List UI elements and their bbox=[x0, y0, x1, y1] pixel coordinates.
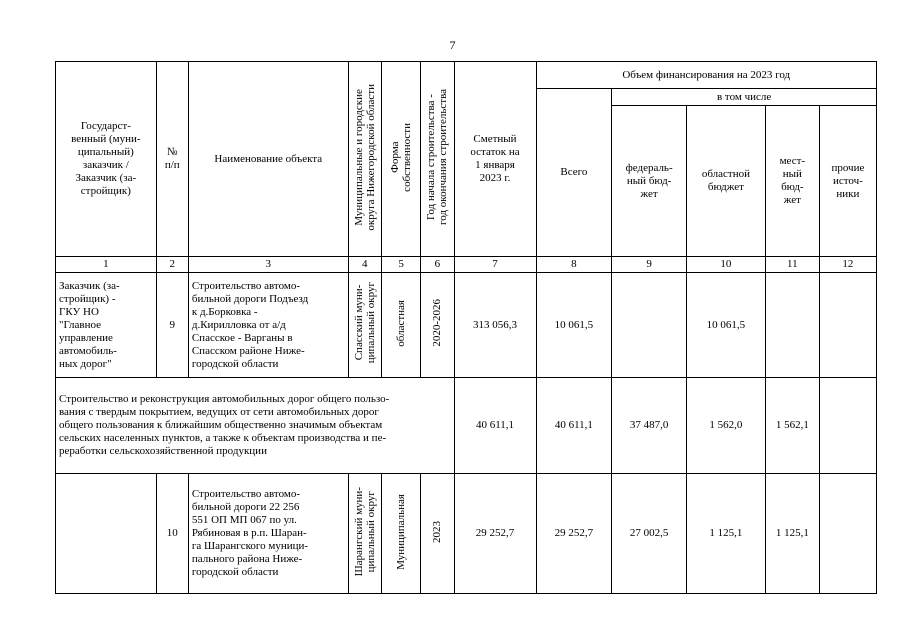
object-name-cell: Строительство автомо- бильной дороги 22 256 551 ОП МП 067 по ул. Рябиновая в р.п. Шаран- га Шарангского муници- пального района Ниже- городской области bbox=[188, 474, 348, 594]
column-number: 10 bbox=[686, 257, 765, 273]
total-cell: 40 611,1 bbox=[536, 378, 612, 474]
header-local: мест- ный бюд- жет bbox=[765, 106, 819, 257]
header-customer: Государст- венный (муни- ципальный) заказчик / Заказчик (за- стройщик) bbox=[56, 62, 157, 257]
estimate-cell: 29 252,7 bbox=[454, 474, 536, 594]
federal-cell: 27 002,5 bbox=[612, 474, 687, 594]
header-regional: областной бюджет bbox=[686, 106, 765, 257]
years-text: 2023 bbox=[431, 520, 444, 543]
header-number: № п/п bbox=[156, 62, 188, 257]
other-cell bbox=[819, 474, 876, 594]
federal-cell bbox=[612, 273, 687, 378]
regional-cell: 10 061,5 bbox=[686, 273, 765, 378]
header-estimate: Сметный остаток на 1 января 2023 г. bbox=[454, 62, 536, 257]
years-text: 2020-2026 bbox=[431, 299, 444, 347]
ownership-cell bbox=[381, 273, 420, 378]
header-ownership bbox=[381, 62, 420, 257]
regional-cell: 1 562,0 bbox=[686, 378, 765, 474]
column-number: 5 bbox=[381, 257, 420, 273]
municipality-text: Шарангский муни- ципальный округ bbox=[352, 486, 377, 577]
column-number: 1 bbox=[56, 257, 157, 273]
header-federal: федераль- ный бюд- жет bbox=[612, 106, 687, 257]
funding-table bbox=[55, 61, 877, 594]
total-cell: 29 252,7 bbox=[536, 474, 612, 594]
header-municipality bbox=[348, 62, 381, 257]
header-years bbox=[421, 62, 454, 257]
column-number: 6 bbox=[421, 257, 454, 273]
column-number: 7 bbox=[454, 257, 536, 273]
column-number: 11 bbox=[765, 257, 819, 273]
municipality-text: Спасский муни- ципальный округ bbox=[352, 282, 377, 364]
row-number-cell: 9 bbox=[156, 273, 188, 378]
municipality-cell bbox=[348, 273, 381, 378]
column-numbers-row bbox=[56, 257, 877, 273]
page-number: 7 bbox=[449, 38, 456, 52]
local-cell bbox=[765, 273, 819, 378]
column-number: 3 bbox=[188, 257, 348, 273]
local-cell: 1 562,1 bbox=[765, 378, 819, 474]
years-cell bbox=[421, 273, 454, 378]
header-ownership-text: Форма собственности bbox=[389, 122, 414, 192]
header-years-text: Год начала строительства - год окончания строительства bbox=[425, 89, 450, 225]
federal-cell: 37 487,0 bbox=[612, 378, 687, 474]
ownership-text: Муниципальная bbox=[395, 493, 408, 570]
header-object-name: Наименование объекта bbox=[188, 62, 348, 257]
column-number: 12 bbox=[819, 257, 876, 273]
header-municipality-text: Муниципальные и городские округа Нижегородской области bbox=[352, 83, 377, 231]
estimate-cell: 40 611,1 bbox=[454, 378, 536, 474]
municipality-cell bbox=[348, 474, 381, 594]
section-row bbox=[56, 378, 877, 474]
column-number: 2 bbox=[156, 257, 188, 273]
header-including: в том числе bbox=[612, 89, 877, 106]
other-cell bbox=[819, 273, 876, 378]
column-number: 4 bbox=[348, 257, 381, 273]
customer-cell: Заказчик (за- стройщик) - ГКУ НО "Главное управление автомобиль- ных дорог" bbox=[56, 273, 157, 378]
header-other: прочие источ- ники bbox=[819, 106, 876, 257]
total-cell: 10 061,5 bbox=[536, 273, 612, 378]
years-cell bbox=[421, 474, 454, 594]
other-cell bbox=[819, 378, 876, 474]
column-number: 8 bbox=[536, 257, 612, 273]
section-title-cell: Строительство и реконструкция автомобильных дорог общего пользо- вания с твердым покрытием, ведущих от сети автомобильных дорог общего пользования к ближайшим общественно значимым объектам сельских населенных пунктов, а также к объектам производства и пе- реработки сельскохозяйственной продукции bbox=[56, 378, 455, 474]
regional-cell: 1 125,1 bbox=[686, 474, 765, 594]
estimate-cell: 313 056,3 bbox=[454, 273, 536, 378]
ownership-text: областная bbox=[395, 299, 408, 347]
local-cell: 1 125,1 bbox=[765, 474, 819, 594]
ownership-cell bbox=[381, 474, 420, 594]
customer-cell bbox=[56, 474, 157, 594]
table-row bbox=[56, 273, 877, 378]
row-number-cell: 10 bbox=[156, 474, 188, 594]
column-number: 9 bbox=[612, 257, 687, 273]
header-total: Всего bbox=[536, 89, 612, 257]
header-funding-2023: Объем финансирования на 2023 год bbox=[536, 62, 877, 89]
object-name-cell: Строительство автомо- бильной дороги Подъезд к д.Борковка - д.Кирилловка от а/д Спасское - Варганы в Спасском районе Ниже- городской области bbox=[188, 273, 348, 378]
table-row bbox=[56, 474, 877, 594]
